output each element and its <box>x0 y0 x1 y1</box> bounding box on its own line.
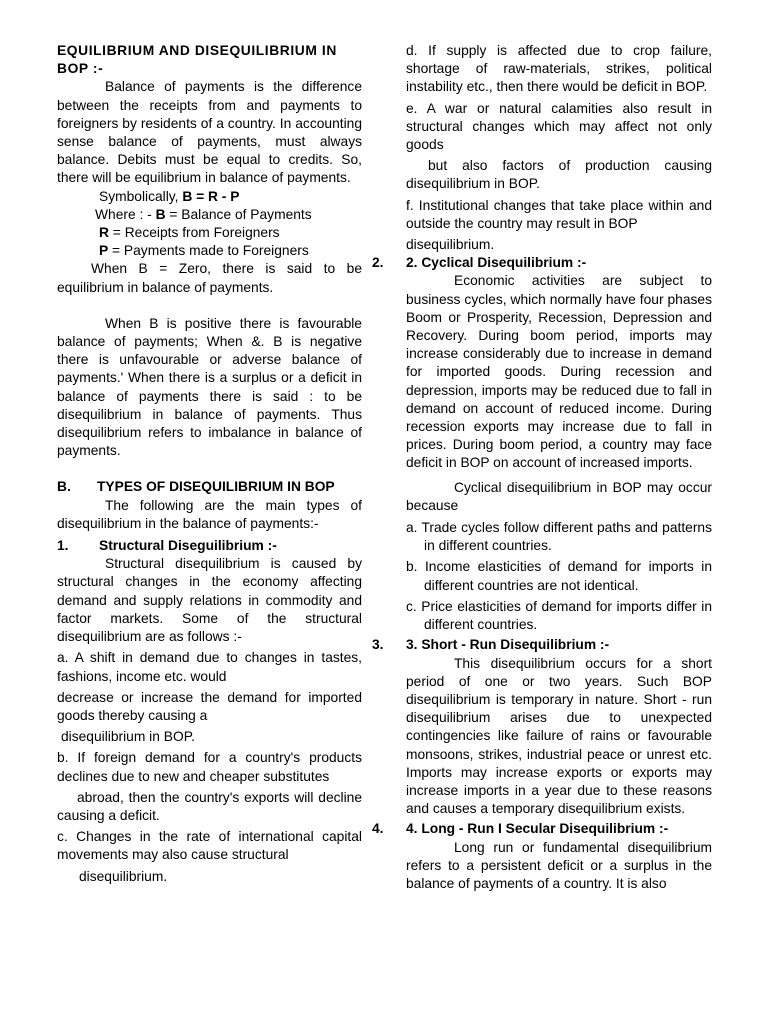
spacer <box>57 297 362 315</box>
left-column <box>57 42 362 886</box>
formula: B = R - P <box>182 188 240 204</box>
structural-item-f-2: disequilibrium. <box>406 237 495 253</box>
structural-item-c-2: disequilibrium. <box>79 868 168 884</box>
cyclical-because: Cyclical disequilibrium in BOP may occur because <box>406 479 712 513</box>
cyclical-section <box>372 254 712 272</box>
section-b-title: TYPES OF DISEQUILIBRIUM IN BOP <box>97 479 335 495</box>
long-run-text: Long run or fundamental disequilibrium refers to a persistent deficit or a surplus in the balance of payments of a country. It is also <box>406 839 712 891</box>
long-run-section <box>372 820 712 838</box>
section-b-letter: B. <box>57 479 71 495</box>
cyclical-item-c: c. Price elasticities of demand for imports differ in different countries. <box>406 598 712 633</box>
short-run-section <box>372 636 712 654</box>
r-line <box>57 224 362 242</box>
structural-heading <box>57 537 362 555</box>
p-text: = Payments made to Foreigners <box>108 243 309 259</box>
cyclical-heading: 2. Cyclical Disequilibrium :- <box>406 255 587 271</box>
structural-item-e-1: e. A war or natural calamities also result in structural changes which may affect not only goods <box>406 100 712 153</box>
structural-num: 1. <box>57 538 69 554</box>
page-title: EQUILIBRIUM AND DISEQUILIBRIUM IN BOP :- <box>57 43 337 77</box>
symbolic-label: Symbolically, <box>99 188 183 204</box>
structural-item-f-1: f. Institutional changes that take place within and outside the country may result in BOP <box>406 197 712 231</box>
short-run-text: This disequilibrium occurs for a short period of one or two years. Such BOP disequilibrium is temporary in nature. Short - run disequilibrium arises due to unexpected contingencies like failure of rains or favourable monsoons, strikes, industrial peace or unrest etc. Imports may increase exports or exports may increase imports in a year due to these reasons and causes a temporary disequilibrium exists. <box>406 655 712 817</box>
cyclical-margin-number: 2. <box>372 255 384 271</box>
where-line <box>57 206 362 224</box>
structural-item-d: d. If supply is affected due to crop failure, shortage of raw-materials, strikes, political instability etc., then there would be deficit in BOP. <box>406 43 712 95</box>
right-column <box>372 42 712 893</box>
spacer <box>57 460 362 478</box>
p-line <box>57 242 362 260</box>
cyclical-item-b: b. Income elasticities of demand for imports in different countries are not identical. <box>406 559 712 593</box>
r-letter: R <box>99 225 109 241</box>
short-run-margin-number: 3. <box>372 637 384 653</box>
positive-negative-paragraph: When B is positive there is favourable balance of payments; When &. B is negative there is unfavourable or adverse balance of payments.' When there is a surplus or a deficit in balance of payments there is said : to be disequilibrium in balance of payments. Thus disequilibrium refers to imbalance in balance of payments. <box>57 315 362 459</box>
symbolic-line <box>57 188 362 206</box>
cyclical-item-a: a. Trade cycles follow different paths and patterns in different countries. <box>406 520 712 554</box>
long-run-heading: 4. Long - Run I Secular Disequilibrium :- <box>406 821 669 837</box>
where-label: Where : - <box>95 206 156 222</box>
structural-item-e-2: but also factors of production causing disequilibrium in BOP. <box>406 158 712 192</box>
intro-paragraph: Balance of payments is the difference between the receipts from and payments to foreigners by residents of a country. In accounting sense balance of payments, must always balance. Debits must be equal to credits. So, there will be equilibrium in balance of payments. <box>57 79 362 186</box>
where-b-text: = Balance of Payments <box>165 206 312 222</box>
cyclical-text: Economic activities are subject to business cycles, which normally have four phases Boom or Prosperity, Recession, Depression and Recovery. During boom period, imports may increase considerably due to increase in demand for imported goods. During recession and depression, imports may be reduced due to fall in demand on account of reduced income. During recession exports may increase due to fall in prices. During boom period, a country may face deficit in BOP on account of increased imports. <box>406 273 712 471</box>
structural-item-a-2: decrease or increase the demand for imported goods thereby causing a <box>57 689 362 723</box>
structural-item-a-3: disequilibrium in BOP. <box>61 729 195 745</box>
section-b-intro: The following are the main types of disequilibrium in the balance of payments:- <box>57 497 362 531</box>
structural-item-a-1: a. A shift in demand due to changes in tastes, fashions, income etc. would <box>57 650 362 684</box>
where-b: B <box>155 206 166 222</box>
zero-paragraph: When B = Zero, there is said to be equilibrium in balance of payments. <box>57 261 362 295</box>
structural-item-b-2: abroad, then the country's exports will decline causing a deficit. <box>57 789 362 823</box>
structural-title: Structural Diseguilibrium :- <box>99 538 277 554</box>
p-letter: P <box>99 243 109 259</box>
structural-item-b-1: b. If foreign demand for a country's products declines due to new and cheaper substitutes <box>57 750 362 784</box>
r-text: = Receipts from Foreigners <box>108 225 280 241</box>
long-run-margin-number: 4. <box>372 821 384 837</box>
structural-item-c-1: c. Changes in the rate of international capital movements may also cause structural <box>57 829 362 863</box>
short-run-heading: 3. Short - Run Disequilibrium :- <box>406 637 610 653</box>
structural-text: Structural disequilibrium is caused by structural changes in the economy affecting demand and supply relations in commodity and factor markets. Some of the structural disequilibrium are as follows :- <box>57 556 362 645</box>
section-b-heading <box>57 478 362 496</box>
